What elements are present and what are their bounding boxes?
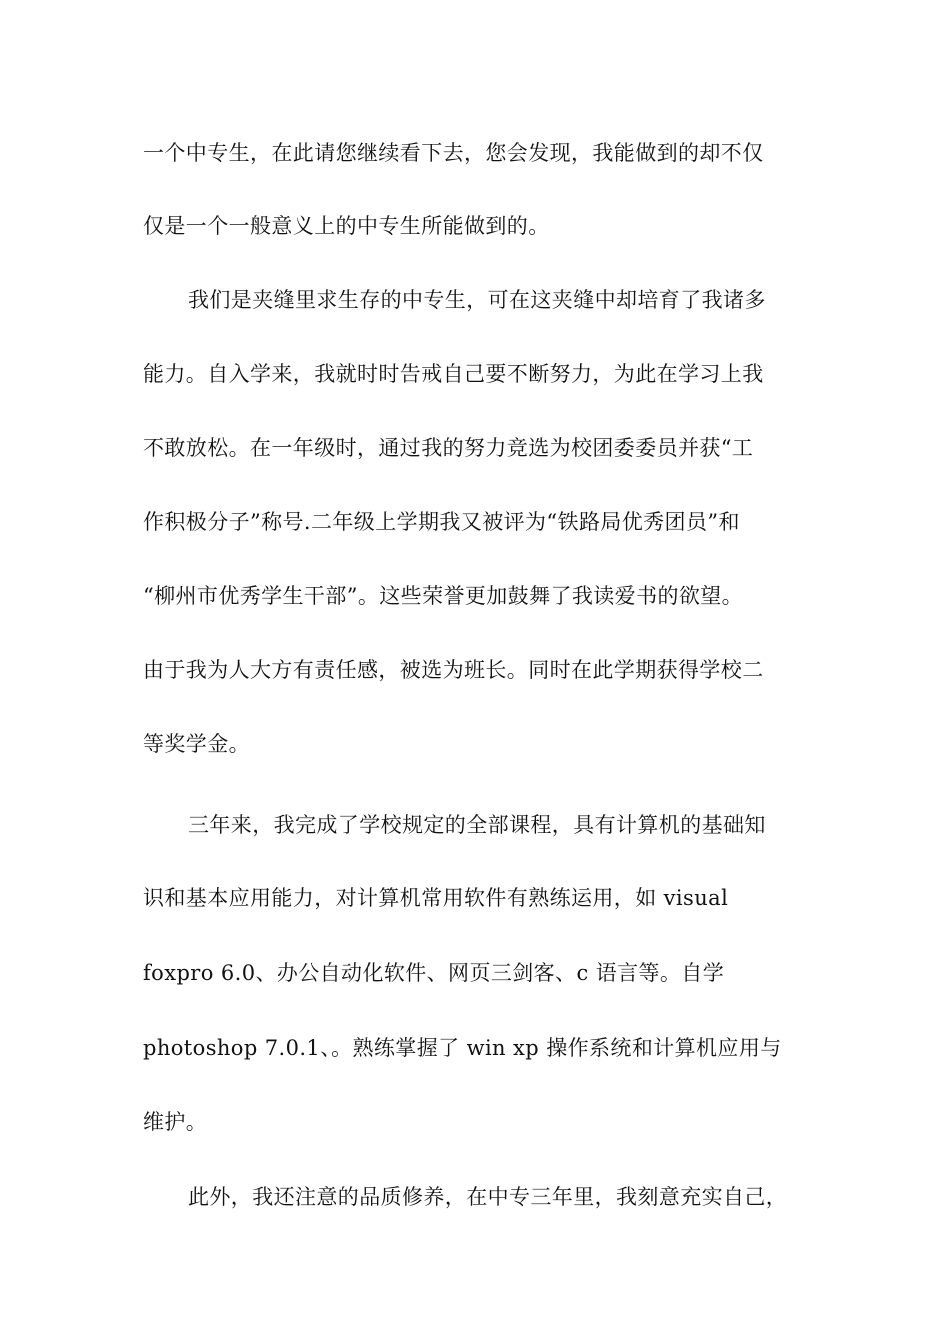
text-line: 识和基本应用能力，对计算机常用软件有熟练运用，如 visual — [143, 886, 729, 910]
paragraph-start-line: 此外，我还注意的品质修养，在中专三年里，我刻意充实自己， — [188, 1185, 788, 1209]
paragraph-start-line: 我们是夹缝里求生存的中专生，可在这夹缝中却培育了我诸多 — [188, 288, 766, 312]
text-line: 作积极分子”称号.二年级上学期我又被评为“铁路局优秀团员”和 — [143, 510, 740, 534]
text-line: 能力。自入学来，我就时时告戒自己要不断努力，为此在学习上我 — [143, 362, 764, 386]
text-line: 一个中专生，在此请您继续看下去，您会发现，我能做到的却不仅 — [143, 141, 764, 165]
text-line: photoshop 7.0.1、。熟练掌握了 win xp 操作系统和计算机应用与 — [143, 1036, 782, 1060]
text-line: 不敢放松。在一年级时，通过我的努力竞选为校团委委员并获“工 — [143, 436, 754, 460]
text-line: foxpro 6.0、办公自动化软件、网页三剑客、c 语言等。自学 — [143, 961, 725, 985]
text-line: 维护。 — [143, 1110, 208, 1134]
text-line: “柳州市优秀学生干部”。这些荣誉更加鼓舞了我读爱书的欲望。 — [143, 584, 744, 608]
text-line: 等奖学金。 — [143, 732, 250, 756]
paragraph-start-line: 三年来，我完成了学校规定的全部课程，具有计算机的基础知 — [188, 813, 766, 837]
text-line: 仅是一个一般意义上的中专生所能做到的。 — [143, 214, 550, 238]
text-line: 由于我为人大方有责任感，被选为班长。同时在此学期获得学校二 — [143, 658, 764, 682]
